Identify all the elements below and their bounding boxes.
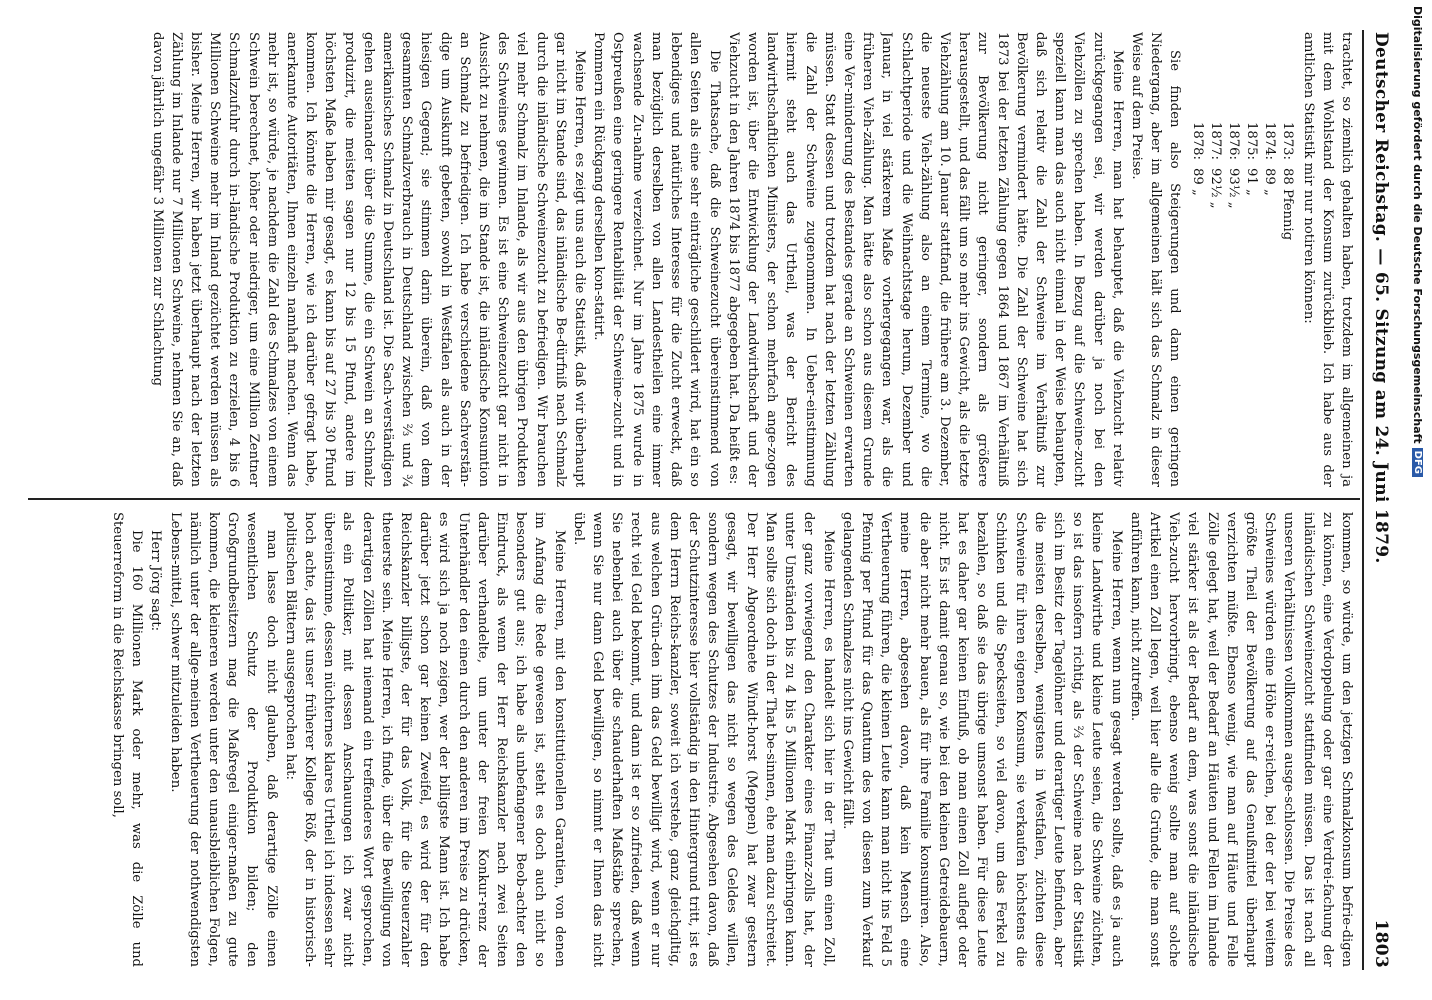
paragraph: Herr Jörg sagt: [148,530,164,632]
stat-value: 89 „ [1190,168,1206,196]
paragraph: kommen, so würde, um den jetzigen Schmalzkonsum befrie-digen zu können, eine Verdoppelung oder gar eine Verdrei-fachung der inländischen Schweinezucht stattfinden müssen. Das ist nach all unseren Verhältnissen vollkommen ausge-schlossen. Die Preise des Schweines würden eine Höhe er-reichen, bei der der bei weitem größte Theil der Bevölkerung auf das Genußmittel überhaupt verzichten müßte. Ebenso wenig, wie man auf Häute und Felle Zölle gelegt hat, weil der Bedarf an Häuten und Fellen im Inlande viel stärker ist als der Bedarf an dem, was sonst die inländische Vieh-zucht hervorbringt, ebenso wenig sollte man auf solche Artikel einen Zoll legen, weil hier alle die Gründe, die man sonst anführen kann, nicht zutreffen. [1127,512,1354,967]
digitization-credit-text [1408,6,1428,996]
table-row [1224,122,1242,248]
stat-year: 1877: [1208,122,1224,161]
stat-value: 88 Pfennig [1280,168,1296,241]
stat-year: 1875: [1244,122,1260,161]
stat-value: 93½ „ [1226,168,1242,209]
credit-label: Digitalisierung gefördert durch die Deutsche Forschungsgemeinschaft [1411,6,1425,444]
header-title: Deutscher Reichstag. — 65. Sitzung am 24. Juni 1879. [1371,32,1391,564]
table-row [1260,122,1278,248]
page-number: 1803 [1371,919,1391,968]
quoted-paragraph: Die Thatsache, daß die Schweinezucht übereinstimmend von allen Seiten als eine sehr einträgliche geschildert wird, hat ein so lebendiges und natürliches Interesse für die Zucht erweckt, daß man bezüglich derselben von allen Landestheilen eine immer wachsende Zu-nahme verzeichnet. Nur im Jahre 1875 wurde in Ostpreußen eine geringere Rentabilität der Schweine-zucht und in Pommern ein Rückgang derselben kon-statirt. [591,32,722,487]
paragraph: Meine Herren, es handelt sich hier in der That um einen Zoll, der ganz vorwiegend den Charakter eines Finanz-zolls hat, der unter Umständen bis zu 4 bis 5 Millionen Mark einbringen kann. Man sollte sich doch in der That be-sinnen, ehe man dazu schreitet. Der Herr Abgeordnete Windt-horst (Meppen) hat zwar gestern gesagt, wir bewilligen das nicht so wegen des Geldes willen, sondern wegen des Schutzes der Industrie. Abgesehen davon, daß der Schutzinteresse hier vollständig in den Hintergrund tritt, ist es dem Herrn Reichs-kanzler, soweit ich verstehe, ganz gleichgiltig, aus welchen Grün-den ihm das Geld bewilligt wird, wenn er nur recht viel Geld bekommt, und dann ist er so zufrieden, daß wenn Sie nebenbei auch über die schauderhaften Maßstäbe sprechen, wenn Sie nur dann Geld bewilligen, so nimmt er Ihnen das nicht übel. [570,512,836,967]
quoted-paragraph: man lasse doch nicht glauben, daß derartige Zölle einen wesentlichen Schutz der Produktion bilden; den Großgrundbesitzern mag die Maßregel einiger-maßen zu gute kommen, die kleineren werden unter den unausbleiblichen Folgen, nämlich unter der allge-meinen Vertheuerung der nothwendigsten Lebens-mittel, schwer mitzuleiden haben. [167,512,279,967]
stat-value: 92½ „ [1208,168,1224,209]
paragraph: Meine Herren, wenn nun gesagt werden sollte, daß es ja auch kleine Landwirthe und kleine Leute seien, die Schweine züchten, so ist das insofern richtig, als ⅔ der Schweine nach der Statistik sich im Besitz der Tagelöhner und derartiger Leute befinden, aber die meisten derselben, wenigstens in Westfalen, züchten diese Schweine für ihren eigenen Konsum, sie verkaufen höchstens die Schinken und die Speckseiten, so viel davon, um das Ferkel zu bezahlen, so daß sie das übrige umsonst haben. Für diese Leute hat es daher gar keinen Einfluß, ob man einen Zoll auflegt oder nicht. Es ist damit genau so, wie bei den kleinen Getreidebauern, die aber nicht mehr bauen, als für ihre Familie konsumiren. Also, meine Herren, abgesehen davon, daß kein Mensch eine Vertheuerung führen, die kleinen Leute kann man nicht ins Feld 5 Pfennig per Pfund für das Quantum des von diesen zum Verkauf gelangenden Schmalzes nicht ins Gewicht fällt. [839,512,1124,967]
stat-value: 89 „ [1262,168,1278,196]
paragraph: Meine Herren, man hat behauptet, daß die Viehzucht relativ zurückgegangen sei, wir werden darüber ja noch bei den Viehzöllen zu sprechen haben. In Bezug auf die Schweine-zucht speziell kann man das auch nicht einmal in der Weise behaupten, daß sich relativ die Zahl der Schweine im Verhältniß zur Bevölkerung vermindert hätte. Die Zahl der Schweine hat sich 1873 bei der letzten Zählung gegen 1864 und 1867 im Verhältniß zur Bevölkerung nicht geringer, sondern als größere herausgestellt, und das fällt um so mehr ins Gewicht, als die letzte Viehzählung am 10. Januar stattfand, die frühere am 3. Dezember, die neueste Vieh-zählung also an einem Termine, wo die Schlachtperiode und die Weihnachtstage herum, Dezember und Januar, in viel stärkerem Maße vorhergegangen war, als die früheren Vieh-zählung. Man hätte also schon aus diesem Grunde eine Ver-minderung des Bestandes gerade an Schweinen erwarten müssen. Statt dessen und trotzdem hat nach der letzten Zählung die Zahl der Schweine zugenommen. In Ueber-einstimmung hiermit steht auch das Urtheil, was der Bericht des landwirthschaftlichen Ministers, der schon mehrfach ange-zogen worden ist, über die Entwicklung der Landwirthschaft und der Viehzucht in den Jahren 1874 bis 1877 abgegeben hat. Da heißt es: [725,32,1125,487]
paragraph: Meine Herren, mit den konstitutionellen Garantien, von denen im Anfang die Rede gewesen ist, steht es doch auch nicht so besonders gut aus; ich habe als unbefangener Beob-achter den Eindruck, als wenn der Herr Reichskanzler nach zwei Seiten darüber verhandelte, um unter der freien Konkur-renz der Unterhändler den einen durch den anderen im Preise zu drücken, es wird sich ja noch zeigen, wer der billigste Mann ist. Ich habe darüber jetzt schon gar keinen Zweifel, es wird der für den Reichskanzler billigste, der für das Volk, für die Steuerzahler theuerste sein. Meine Herren, ich finde, über die Bewilligung von derartigen Zöllen hat niemand ein treffenderes Wort gesprochen, als ein Politiker, mit dessen Anschauungen ich zwar nicht übereinstimme, dessen nüchternes klares Urtheil ich indessen sehr hoch achte, das ist unser früherer Kollege Röß, der in historisch-politischen Blättern ausgesprochen hat: [282,512,567,967]
stat-year: 1878: [1190,122,1206,161]
right-column [28,512,1356,967]
digitization-credit [1408,6,1428,996]
stat-value: 91 „ [1244,168,1260,196]
table-row [1278,122,1296,248]
left-column [28,32,1356,487]
table-row [1206,122,1224,248]
dfg-logo: DFG [1413,448,1424,477]
pork-price-table [1188,122,1296,248]
column-divider [28,498,1360,500]
stat-year: 1876: [1226,122,1242,161]
paragraph: Sie finden also Steigerungen und dann einen geringen Niedergang, aber im allgemeinen hält sich das Schmalz in dieser Weise auf dem Preise. [1128,32,1183,487]
paragraph: Meine Herren, es zeigt uns auch die Statistik, daß wir überhaupt gar nicht im Stande sind, das inländische Be-dürfniß nach Schmalz durch die inländische Schweinezucht zu befriedigen. Wir brauchen viel mehr Schmalz im Inlande, als wir aus den übrigen Produkten des Schweines gewinnen. Es ist eine Schweinezucht gar nicht in Aussicht zu nehmen, die im Stande ist, die inländische Konsumtion an Schmalz zu befriedigen. Ich habe verschiedene Sachverstän-dige um Auskunft gebeten, sowohl in Westfalen als auch in der hiesigen Gegend; sie stimmen darin überein, daß von dem gesammten Schmalzverbrauch in Deutschland zwischen ⅔ und ¾ amerikanisches Schmalz in Deutschland ist. Die Sach-verständigen gehen auseinander über die Summe, die ein Schwein an Schmalz produzirt, die meisten sagen nur 12 bis 15 Pfund, andere im höchsten Maße haben mir gesagt, es kann bis auf 27 bis 30 Pfund kommen. Ich könnte die Herren, wie ich darüber gefragt habe, anerkannte Autoritäten, Ihnen einzeln namhaft machen. Wenn das mehr ist, so würde, je nachdem die Zahl des Schmalzes von einem Schwein berechnet, höher oder niedriger, um eine Million Zentner Schmalzzufuhr durch in-ländische Produktion zu erzielen, 4 bis 6 Millionen Schweine mehr im Inland gezüchtet werden müssen als bisher. Meine Herren, wir haben jetzt überhaupt nach der letzten Zählung im Inlande nur 7 Millionen Schweine, nehmen Sie an, daß davon jährlich ungefähr 3 Millionen zur Schlachtung [149,32,588,487]
page-header [1368,32,1394,968]
left-intro: trachtet, so ziemlich gehalten haben, trotzdem im allgemeinen ja mit dem Wohlstand der Konsum zurückblieb. Ich habe aus der amtlichen Statistik mir nur notiren können: [1300,32,1354,487]
table-row [1242,122,1260,248]
quoted-paragraph: Die 160 Millionen Mark oder mehr, was die Zölle und Steuerreform in die Reichskasse bringen soll, [110,512,145,967]
rotated-page [20,20,1400,980]
table-row [1188,122,1206,248]
stat-year: 1873: [1280,122,1296,161]
stat-year: 1874: [1262,122,1278,161]
header-rule [1362,30,1364,970]
